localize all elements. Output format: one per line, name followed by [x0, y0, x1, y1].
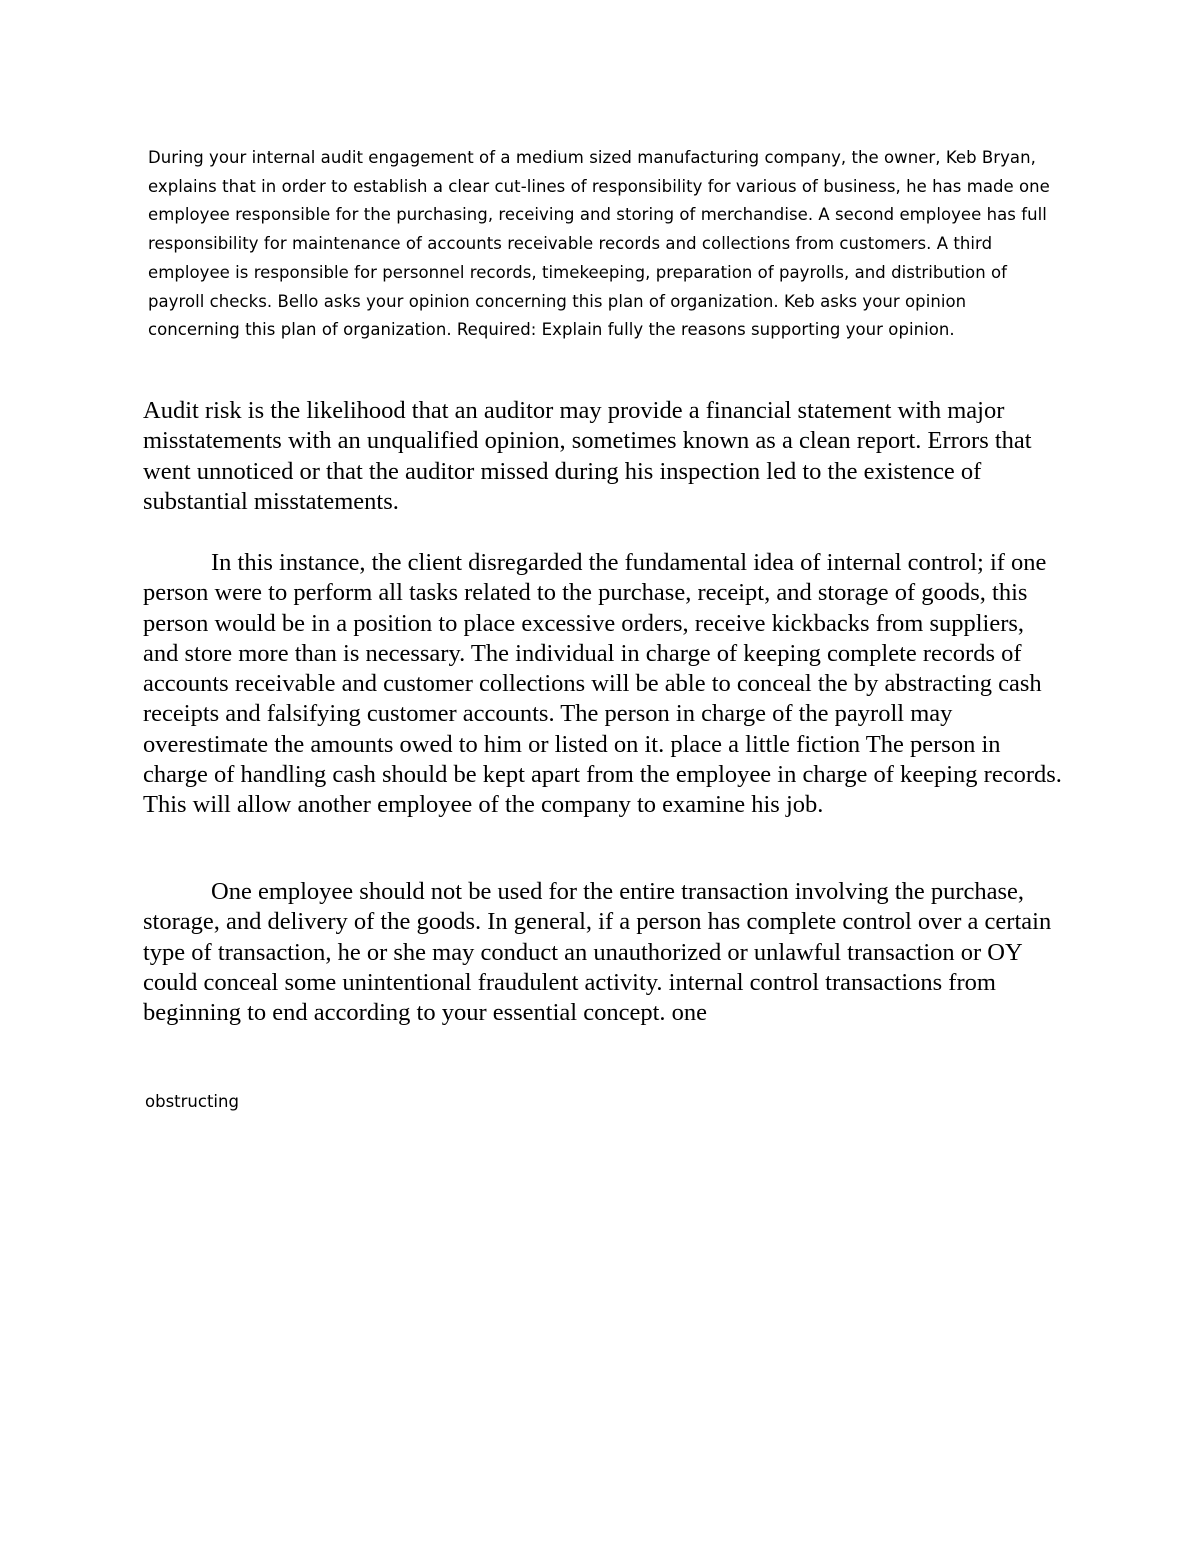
answer-paragraph-2: In this instance, the client disregarded the fundamental idea of internal control; if one person were to perform all tasks related to the purchase, receipt, and storage of goods, this person would be in a position to place excessive orders, receive kickbacks from suppliers, and store more than is necessary. The individual in charge of keeping complete records of accounts receivable and customer collections will be able to conceal the by abstracting cash receipts and falsifying customer accounts. The person in charge of the payroll may overestimate the amounts owed to him or listed on it. place a little fiction The person in charge of handling cash should be kept apart from the employee in charge of keeping records. This will allow another employee of the company to examine his job. [143, 549, 1062, 819]
trailing-word: obstructing [145, 1092, 239, 1111]
answer-paragraph-3: One employee should not be used for the entire transaction involving the purchase, storage, and delivery of the goods. In general, if a person has complete control over a certain type of transaction, he or she may conduct an unauthorized or unlawful transaction or OY could conceal some unintentional fraudulent activity. internal control transactions from beginning to end according to your essential concept. one [143, 878, 1052, 1027]
question-paragraph: During your internal audit engagement of a medium sized manufacturing company, the owner, Keb Bryan, explains that in order to establish a clear cut-lines of responsibility for various of business, he has made one employee responsible for the purchasing, receiving and storing of merchandise. A second employee has full responsibility for maintenance of accounts receivable records and collections from customers. A third employee is responsible for personnel records, timekeeping, preparation of payrolls, and distribution of payroll checks. Bello asks your opinion concerning this plan of organization. Keb asks your opinion concerning this plan of organization. Required: Explain fully the reasons supporting your opinion. [148, 148, 1050, 340]
answer-paragraph-1: Audit risk is the likelihood that an auditor may provide a financial statement with major misstatements with an unqualified opinion, sometimes known as a clean report. Errors that went unnoticed or that the auditor missed during his inspection led to the existence of substantial misstatements. [143, 397, 1032, 515]
